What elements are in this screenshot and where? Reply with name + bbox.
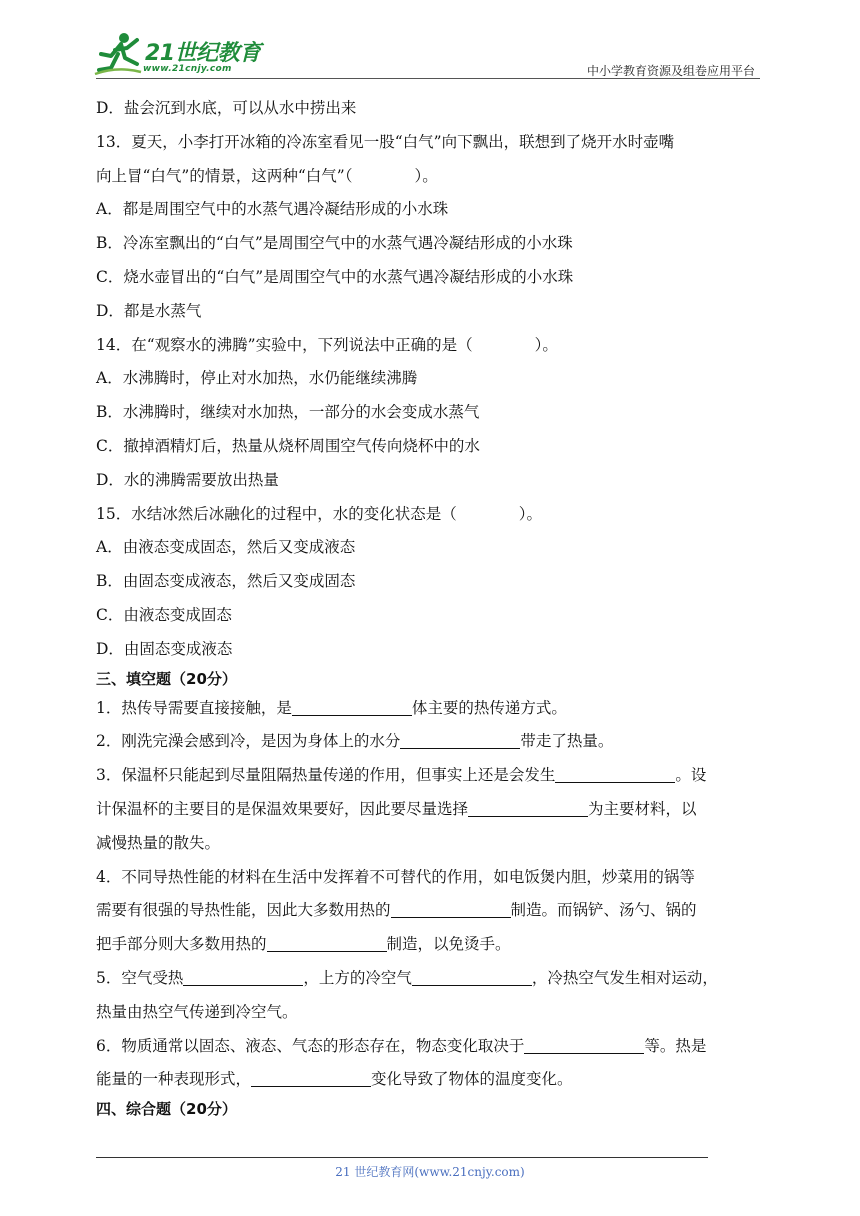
- question-12-option-d: D．盐会沉到水底，可以从水中捞出来: [96, 99, 357, 117]
- fill-5-text-3: ，冷热空气发生相对运动，: [531, 968, 718, 987]
- question-13-option-d: D．都是水蒸气: [96, 301, 202, 320]
- answer-blank[interactable]: [251, 1070, 371, 1087]
- fill-question-4: 4．不同导热性能的材料在生活中发挥着不可替代的作用，如电饭煲内胆，炒菜用的锅等: [96, 867, 695, 886]
- fill-3-text-end: 。设: [675, 766, 707, 785]
- question-15-stem: 15．水结冰然后冰融化的过程中，水的变化状态是（ ）。: [96, 504, 542, 523]
- fill-question-5-end: 热量由热空气传递到冷空气。: [96, 1002, 298, 1021]
- question-15-option-b: B．由固态变成液态，然后又变成固态: [96, 572, 356, 591]
- question-13-option-c: C．烧水壶冒出的“白气”是周围空气中的水蒸气遇冷凝结形成的小水珠: [96, 267, 574, 286]
- question-14-stem: 14．在“观察水的沸腾”实验中，下列说法中正确的是（ ）。: [96, 335, 558, 354]
- question-14-option-a: A．水沸腾时，停止对水加热，水仍能继续沸腾: [96, 369, 418, 388]
- question-14-option-c: C．撤掉酒精灯后，热量从烧杯周围空气传向烧杯中的水: [96, 436, 480, 455]
- fill-question-6: [96, 1030, 762, 1064]
- logo-url: www.21cnjy.com: [143, 64, 232, 74]
- question-13-option-a: A．都是周围空气中的水蒸气遇冷凝结形成的小水珠: [96, 200, 449, 219]
- fill-question-1: [96, 692, 762, 726]
- fill-question-2: [96, 725, 762, 759]
- site-logo[interactable]: [93, 30, 263, 80]
- answer-blank[interactable]: [267, 935, 387, 952]
- fill-question-6-end: [96, 1063, 762, 1097]
- fill-5-text-2: ，上方的冷空气: [303, 968, 412, 987]
- fill-question-4-continued: [96, 894, 762, 928]
- fill-2-text-end: 带走了热量。: [520, 732, 614, 751]
- logo-title: 21世纪教育: [145, 41, 261, 66]
- answer-blank[interactable]: [183, 969, 303, 986]
- fill-6-text: 6．物质通常以固态、液态、气态的形态存在，物态变化取决于: [96, 1036, 525, 1055]
- question-13-option-b: B．冷冻室飘出的“白气”是周围空气中的水蒸气遇冷凝结形成的小水珠: [96, 234, 573, 253]
- fill-1-text-end: 体主要的热传递方式。: [411, 698, 567, 717]
- answer-blank[interactable]: [292, 699, 412, 716]
- question-15-option-d: D．由固态变成液态: [96, 639, 233, 658]
- exam-content: [96, 92, 762, 1122]
- question-14-option-b: B．水沸腾时，继续对水加热，一部分的水会变成水蒸气: [96, 403, 480, 422]
- question-13-stem: 13．夏天，小李打开冰箱的冷冻室看见一股“白气”向下飘出，联想到了烧开水时壶嘴: [96, 132, 675, 151]
- answer-blank[interactable]: [555, 766, 675, 783]
- section-4-heading: 四、综合题（20分）: [96, 1100, 237, 1119]
- header-divider: [96, 78, 760, 79]
- fill-4-text-3: 把手部分则大多数用热的: [96, 935, 267, 954]
- answer-blank[interactable]: [400, 732, 520, 749]
- question-15-option-c: C．由液态变成固态: [96, 605, 232, 624]
- page-header: [0, 0, 860, 90]
- fill-3-text-3: 为主要材料，以: [588, 799, 697, 818]
- fill-question-3: [96, 759, 762, 793]
- fill-4-text: 需要有很强的导热性能，因此大多数用热的: [96, 901, 391, 920]
- answer-blank[interactable]: [468, 800, 588, 817]
- fill-6-text-2: 等。热是: [644, 1036, 707, 1055]
- section-3-heading: 三、填空题（20分）: [96, 669, 237, 688]
- fill-3-text-2: 计保温杯的主要目的是保温效果要好，因此要尽量选择: [96, 799, 469, 818]
- fill-question-5: [96, 962, 762, 996]
- fill-3-text: 3．保温杯只能起到尽量阻隔热量传递的作用，但事实上还是会发生: [96, 766, 556, 785]
- fill-4-text-2: 制造。而锅铲、汤勺、锅的: [510, 901, 697, 920]
- page-footer[interactable]: 21 世纪教育网(www.21cnjy.com): [335, 1165, 525, 1179]
- platform-name: 中小学教育资源及组卷应用平台: [586, 64, 755, 78]
- footer-divider: [96, 1157, 708, 1158]
- fill-question-3-continued: [96, 793, 762, 827]
- fill-4-text-4: 制造，以免烫手。: [386, 935, 511, 954]
- fill-6-text-3: 能量的一种表现形式，: [96, 1070, 252, 1089]
- answer-blank[interactable]: [412, 969, 532, 986]
- question-14-option-d: D．水的沸腾需要放出热量: [96, 470, 279, 489]
- answer-blank[interactable]: [391, 901, 511, 918]
- fill-2-text: 2．刚洗完澡会感到冷，是因为身体上的水分: [96, 732, 401, 751]
- fill-question-4-end: [96, 928, 762, 962]
- question-15-option-a: A．由液态变成固态，然后又变成液态: [96, 538, 356, 557]
- running-figure-icon: [93, 30, 143, 78]
- fill-1-text: 1．热传导需要直接接触，是: [96, 698, 292, 717]
- answer-blank[interactable]: [524, 1037, 644, 1054]
- fill-6-text-4: 变化导致了物体的温度变化。: [371, 1070, 573, 1089]
- fill-5-text: 5．空气受热: [96, 968, 184, 987]
- fill-question-3-end: 减慢热量的散失。: [96, 833, 221, 852]
- question-13-stem-continued: 向上冒“白气”的情景，这两种“白气”（ ）。: [96, 166, 438, 185]
